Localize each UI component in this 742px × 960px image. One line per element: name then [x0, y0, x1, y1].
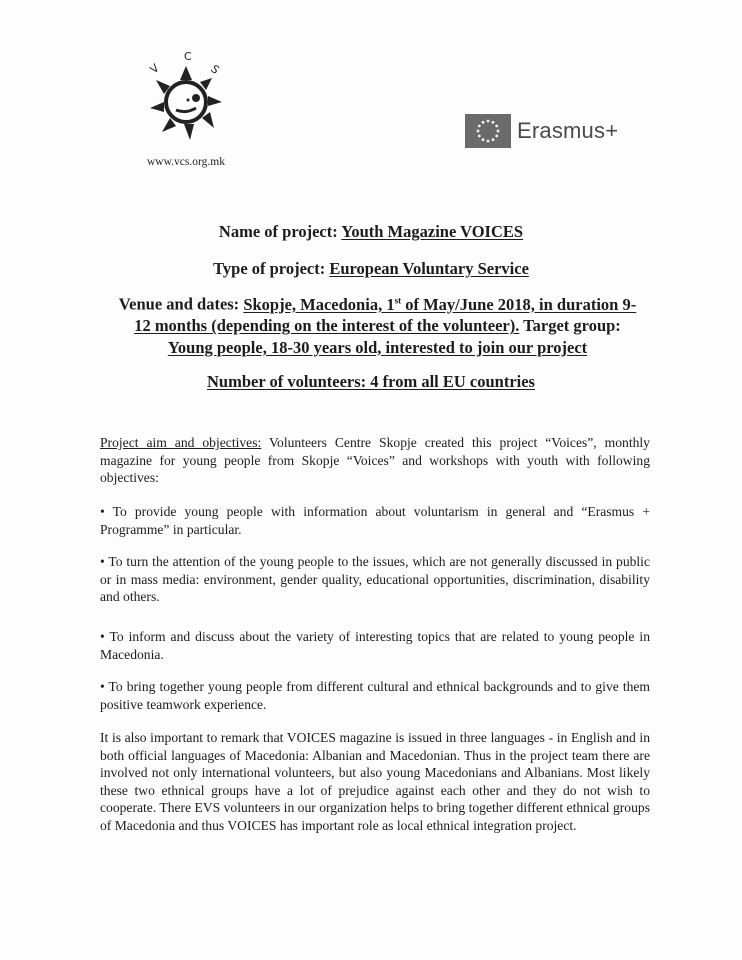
project-type-value: European Voluntary Service: [329, 259, 529, 278]
project-name-line: [0, 221, 742, 242]
project-name-label: Name of project:: [218, 222, 342, 241]
vcs-sun-logo-icon: [140, 48, 232, 148]
venue-dates-block: [115, 290, 640, 358]
erasmus-label: Erasmus+: [517, 118, 619, 143]
aim-paragraph: [100, 434, 650, 487]
svg-text:V: V: [147, 61, 162, 77]
target-group-value: Young people, 18-30 years old, interested to join our project: [167, 337, 588, 357]
objective-item: • To provide young people with information about voluntarism in general and “Erasmus + Programme” in particular.: [100, 504, 650, 537]
volunteers-count-line: [0, 371, 742, 392]
svg-text:S: S: [208, 62, 222, 77]
project-type-label: Type of project:: [213, 259, 330, 278]
volunteers-count: Number of volunteers: 4 from all EU countries: [207, 372, 535, 391]
erasmus-plus-logo: [465, 114, 618, 148]
objective-item: • To bring together young people from different cultural and ethnical backgrounds and to give them positive teamwork experience.: [100, 679, 650, 712]
aim-label: Project aim and objectives:: [100, 435, 262, 450]
closing-paragraph: It is also important to remark that VOICES magazine is issued in three languages - in English and in both official languages of Macedonia: Albanian and Macedonian. Thus in the project team there are involved not only international volunteers, but also young Macedonians and Albanians. Most likely these two ethnical groups have a lot of prejudice against each other and they do not wish to cooperate. There EVS volunteers in our organization helps to bring together different ethnical groups of Macedonia and thus VOICES has important role as local ethnical integration project.: [100, 730, 650, 833]
project-name-value: Youth Magazine VOICES: [341, 222, 524, 241]
venue-label: Venue and dates:: [118, 294, 244, 314]
aim-text: Volunteers Centre Skopje created this project “Voices”, monthly magazine for young people from Skopje “Voices” and workshops with youth with following objectives:: [100, 435, 650, 485]
eu-flag-icon: [465, 114, 511, 148]
target-group-label: Target group:: [519, 316, 621, 335]
venue-value: Skopje, Macedonia, 1st of May/June 2018, in duration 9-12 months (depending on the interest of the volunteer).: [134, 294, 637, 335]
org-url: www.vcs.org.mk: [147, 156, 225, 168]
svg-text:C: C: [184, 50, 192, 63]
objective-item: • To turn the attention of the young people to the issues, which are not generally discussed in public or in mass media: environment, gender quality, educational opportunities, discrimination, disability and others.: [100, 554, 650, 604]
project-type-line: [0, 258, 742, 279]
objective-item: • To inform and discuss about the variety of interesting topics that are related to young people in Macedonia.: [100, 629, 650, 662]
